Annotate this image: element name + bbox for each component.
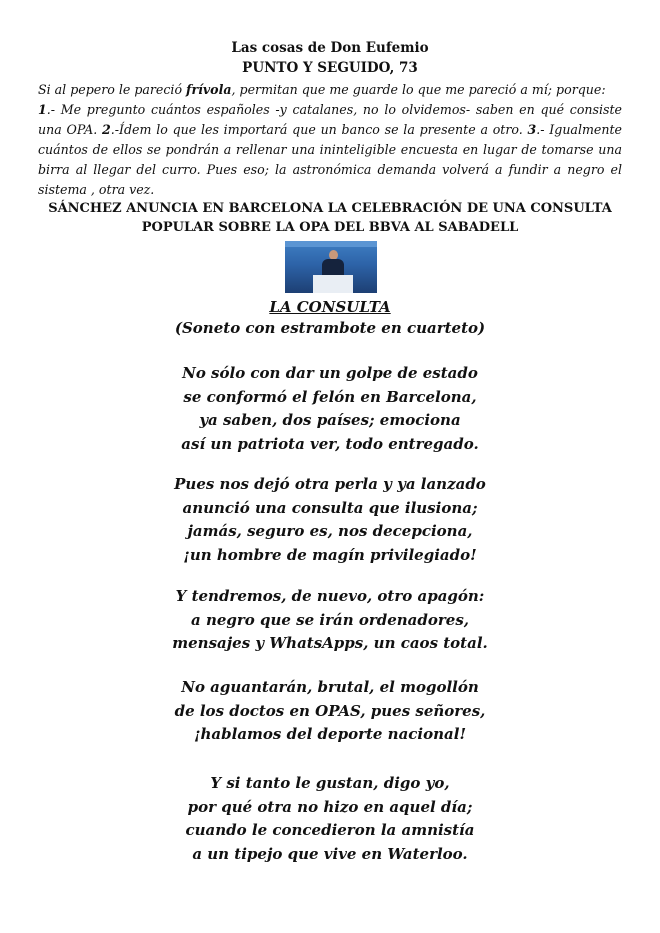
headline-line: SÁNCHEZ ANUNCIA EN BARCELONA LA CELEBRACIÓN DE UNA CONSULTA xyxy=(48,201,612,216)
verse-line: se conformó el felón en Barcelona, xyxy=(183,387,477,406)
verse-line: por qué otra no hizo en aquel día; xyxy=(187,797,473,816)
stanza-5 xyxy=(0,772,660,866)
verse-line: ¡un hombre de magín privilegiado! xyxy=(183,545,477,564)
verse-line: No aguantarán, brutal, el mogollón xyxy=(181,678,479,696)
point-text: .-Ídem lo que les importará que un banco se la presente a otro. xyxy=(110,122,528,137)
photo-podium xyxy=(313,275,353,293)
stanza-2 xyxy=(0,473,660,567)
point-number: 2 xyxy=(102,122,111,137)
intro-text: Si al pepero le pareció xyxy=(38,82,187,97)
poem-title: LA CONSULTA xyxy=(269,298,391,316)
verse-line: de los doctos en OPAS, pues señores, xyxy=(174,701,486,720)
stanza-3 xyxy=(0,585,660,656)
verse-line: a un tipejo que vive en Waterloo. xyxy=(192,844,468,863)
headline-line: POPULAR SOBRE LA OPA DEL BBVA AL SABADELL xyxy=(141,220,519,235)
stanza-1 xyxy=(0,362,660,456)
verse-line: No sólo con dar un golpe de estado xyxy=(182,364,478,382)
intro-text: , permitan que me guarde lo que me pareció a mí; porque: xyxy=(231,82,606,97)
verse-line: Y tendremos, de nuevo, otro apagón: xyxy=(175,587,485,605)
verse-line: anunció una consulta que ilusiona; xyxy=(182,498,478,517)
series-title: Las cosas de Don Eufemio xyxy=(231,40,429,56)
point-number: 1 xyxy=(38,102,47,117)
speaker-photo xyxy=(285,241,377,293)
poem-subtitle: (Soneto con estrambote en cuarteto) xyxy=(174,319,486,337)
verse-line: Y si tanto le gustan, digo yo, xyxy=(210,774,450,792)
photo-backdrop xyxy=(285,241,377,247)
verse-line: cuando le concedieron la amnistía xyxy=(185,821,475,839)
verse-line: Pues nos dejó otra perla y ya lanzado xyxy=(174,475,486,493)
verse-line: mensajes y WhatsApps, un caos total. xyxy=(172,634,488,652)
verse-line: ¡hablamos del deporte nacional! xyxy=(193,725,467,743)
intro-bold-word: frívola xyxy=(186,82,232,97)
news-headline xyxy=(40,199,620,237)
verse-line: a negro que se irán ordenadores, xyxy=(191,610,469,629)
point-text: .- Igualmente cuántos de ellos se pondrán a rellenar una ininteligible encuesta en lugar de tomarse una birra al llegar del curro. Pues eso; la astronómica demanda volverá a fundir a negro el sistema , otra vez. xyxy=(38,122,622,197)
verse-line: jamás, seguro es, nos decepciona, xyxy=(187,522,473,540)
intro-paragraph xyxy=(38,80,622,200)
issue-title: PUNTO Y SEGUIDO, 73 xyxy=(242,60,418,76)
point-number: 3 xyxy=(527,122,537,137)
point-text: .- Me pregunto cuántos españoles -y catalanes, no lo olvidemos- saben en qué consiste una OPA. xyxy=(38,102,622,137)
verse-line: ya saben, dos países; emociona xyxy=(199,411,461,429)
verse-line: así un patriota ver, todo entregado. xyxy=(181,434,479,453)
stanza-4 xyxy=(0,676,660,747)
